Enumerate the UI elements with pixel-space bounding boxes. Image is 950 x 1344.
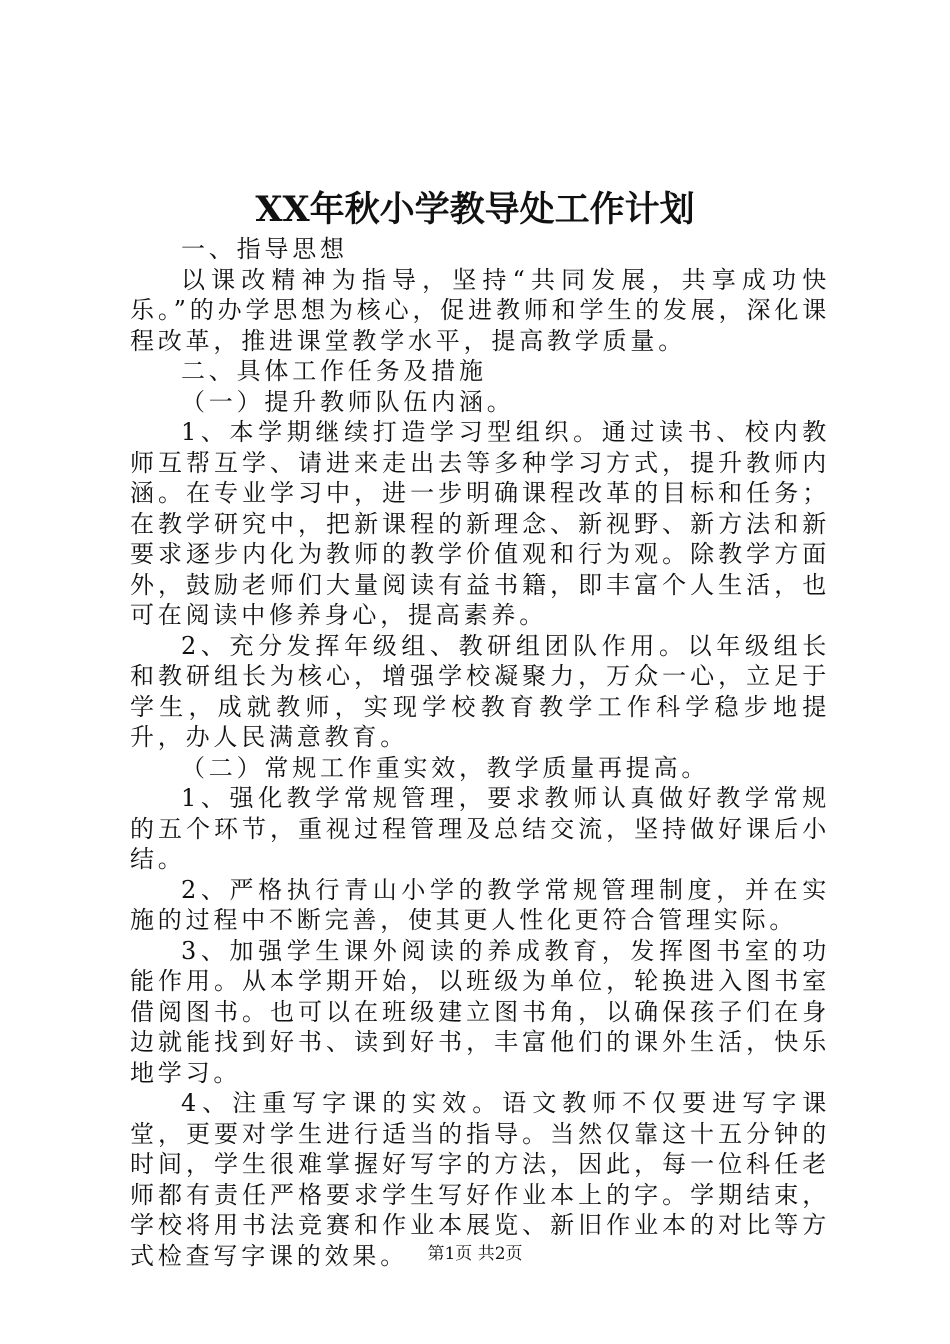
paragraph-grade-groups: 2、充分发挥年级组、教研组团队作用。以年级组长和教研组长为核心，增强学校凝聚力，万众一心，立足于学生，成就教师，实现学校教育教学工作科学稳步地提升，办人民满意教育。 bbox=[130, 631, 830, 751]
page-footer: 第1页 共2页 bbox=[427, 1244, 523, 1264]
paragraph-management-system: 2、严格执行青山小学的教学常规管理制度，并在实施的过程中不断完善，使其更人性化更符合管理实际。 bbox=[130, 875, 830, 934]
paragraph-learning-organization: 1、本学期继续打造学习型组织。通过读书、校内教师互帮互学、请进来走出去等多种学习方式，提升教师内涵。在专业学习中，进一步明确课程改革的目标和任务；在教学研究中，把新课程的新理念、新视野、新方法和新要求逐步内化为教师的教学价值观和行为观。除教学方面外，鼓励老师们大量阅读有益书籍，即丰富个人生活，也可在阅读中修养身心，提高素养。 bbox=[130, 418, 830, 629]
heading-specific-tasks: 二、具体工作任务及措施 bbox=[181, 357, 487, 385]
paragraph-writing-class: 4、注重写字课的实效。语文教师不仅要进写字课堂，更要对学生进行适当的指导。当然仅靠这十五分钟的时间，学生很难掌握好写字的方法，因此，每一位科任老师都有责任严格要求学生写好作业本上的字。学期结束，学校将用书法竞赛和作业本展览、新旧作业本的对比等方式检查写字课的效果。 bbox=[130, 1089, 830, 1270]
document-title: XX年秋小学教导处工作计划 bbox=[255, 189, 695, 230]
paragraph-teaching-routine: 1、强化教学常规管理，要求教师认真做好教学常规的五个环节，重视过程管理及总结交流，坚持做好课后小结。 bbox=[130, 784, 830, 873]
paragraph-extracurricular-reading: 3、加强学生课外阅读的养成教育，发挥图书室的功能作用。从本学期开始，以班级为单位，轮换进入图书室借阅图书。也可以在班级建立图书角，以确保孩子们在身边就能找到好书、读到好书，丰富他们的课外生活，快乐地学习。 bbox=[130, 936, 830, 1087]
subheading-teacher-team: （一）提升教师队伍内涵。 bbox=[181, 387, 515, 416]
heading-guiding-ideology: 一、指导思想 bbox=[181, 235, 348, 263]
document-body bbox=[130, 234, 830, 1271]
paragraph-guiding-ideology: 以课改精神为指导，坚持“共同发展，共享成功快乐。”的办学思想为核心，促进教师和学生的发展，深化课程改革，推进课堂教学水平，提高教学质量。 bbox=[130, 265, 830, 355]
subheading-routine-work: （二）常规工作重实效，教学质量再提高。 bbox=[181, 753, 710, 782]
